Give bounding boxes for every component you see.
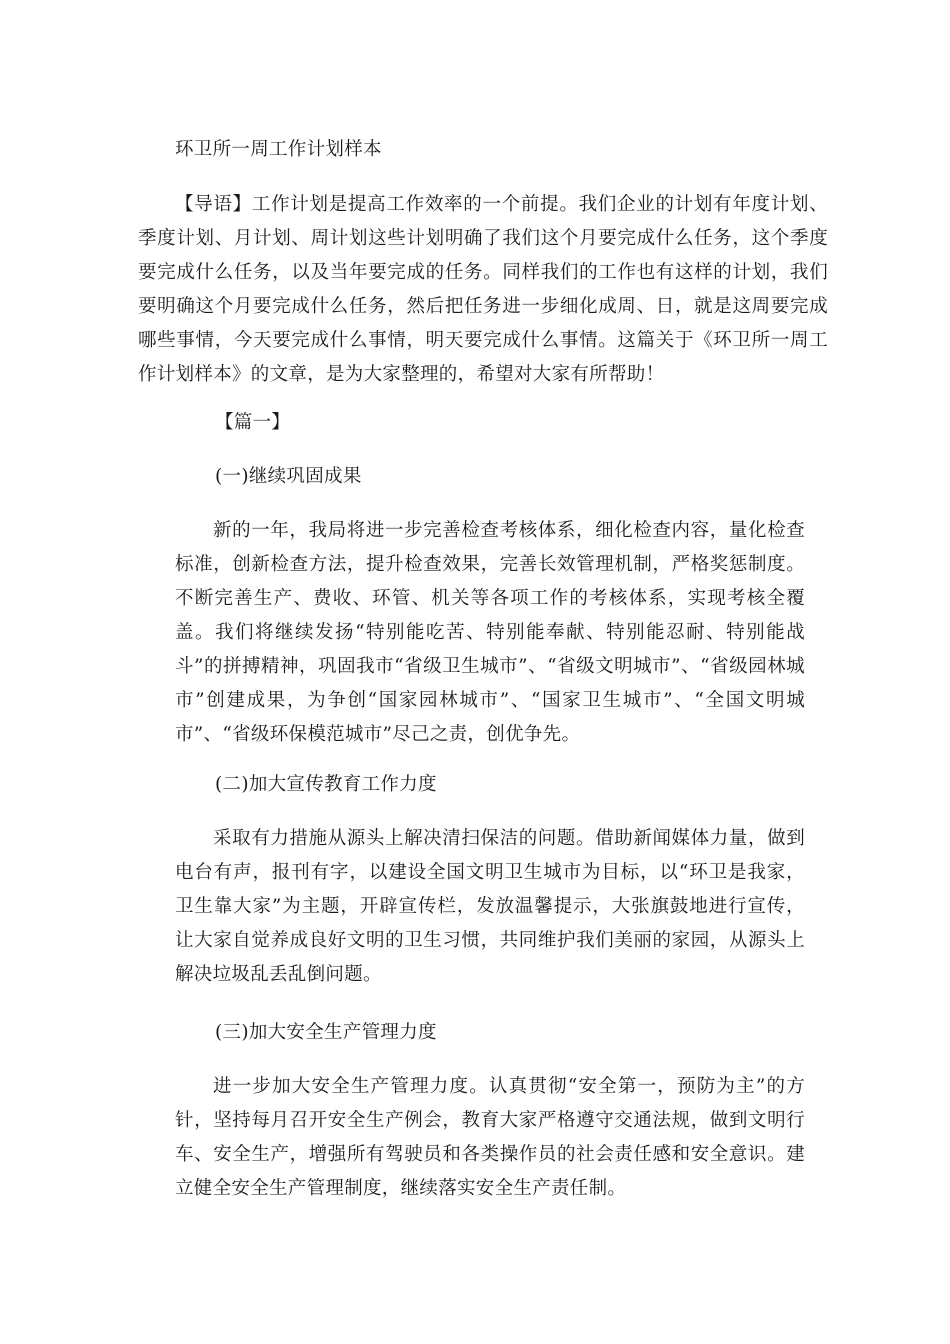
part-label: 【篇一】	[215, 412, 291, 433]
intro-paragraph: 【导语】工作计划是提高工作效率的一个前提。我们企业的计划有年度计划、季度计划、月计划、周计划这些计划明确了我们这个月要完成什么任务，这个季度要完成什么任务，以及当年要完成的任务。同样我们的工作也有这样的计划，我们要明确这个月要完成什么任务，然后把任务进一步细化成周、日，就是这周要完成哪些事情，今天要完成什么事情，明天要完成什么事情。这篇关于《环卫所一周工作计划样本》的文章，是为大家整理的，希望对大家有所帮助！	[138, 194, 828, 385]
section-heading: (三)加大安全生产管理力度	[215, 1022, 437, 1043]
section-heading: (一)继续巩固成果	[215, 466, 362, 487]
section-paragraph: 新的一年，我局将进一步完善检查考核体系，细化检查内容，量化检查标准，创新检查方法，提升检查效果，完善长效管理机制，严格奖惩制度。不断完善生产、费收、环管、机关等各项工作的考核体系，实现考核全覆盖。我们将继续发扬“特别能吃苦、特别能奉献、特别能忍耐、特别能战斗”的拼搏精神，巩固我市“省级卫生城市”、“省级文明城市”、“省级园林城市”创建成果，为争创“国家园林城市”、“国家卫生城市”、“全国文明城市”、“省级环保模范城市”尽己之责，创优争先。	[175, 520, 805, 745]
section-heading: (二)加大宣传教育工作力度	[215, 774, 437, 795]
document-title: 环卫所一周工作计划样本	[175, 139, 382, 160]
section-paragraph: 采取有力措施从源头上解决清扫保洁的问题。借助新闻媒体力量，做到电台有声，报刊有字，以建设全国文明卫生城市为目标，以“环卫是我家，卫生靠大家”为主题，开辟宣传栏，发放温馨提示，大张旗鼓地进行宣传，让大家自觉养成良好文明的卫生习惯，共同维护我们美丽的家园，从源头上解决垃圾乱丢乱倒问题。	[175, 828, 805, 985]
section-paragraph: 进一步加大安全生产管理力度。认真贯彻“安全第一，预防为主”的方针，坚持每月召开安全生产例会，教育大家严格遵守交通法规，做到文明行车、安全生产，增强所有驾驶员和各类操作员的社会责任感和安全意识。建立健全安全生产管理制度，继续落实安全生产责任制。	[175, 1076, 805, 1199]
